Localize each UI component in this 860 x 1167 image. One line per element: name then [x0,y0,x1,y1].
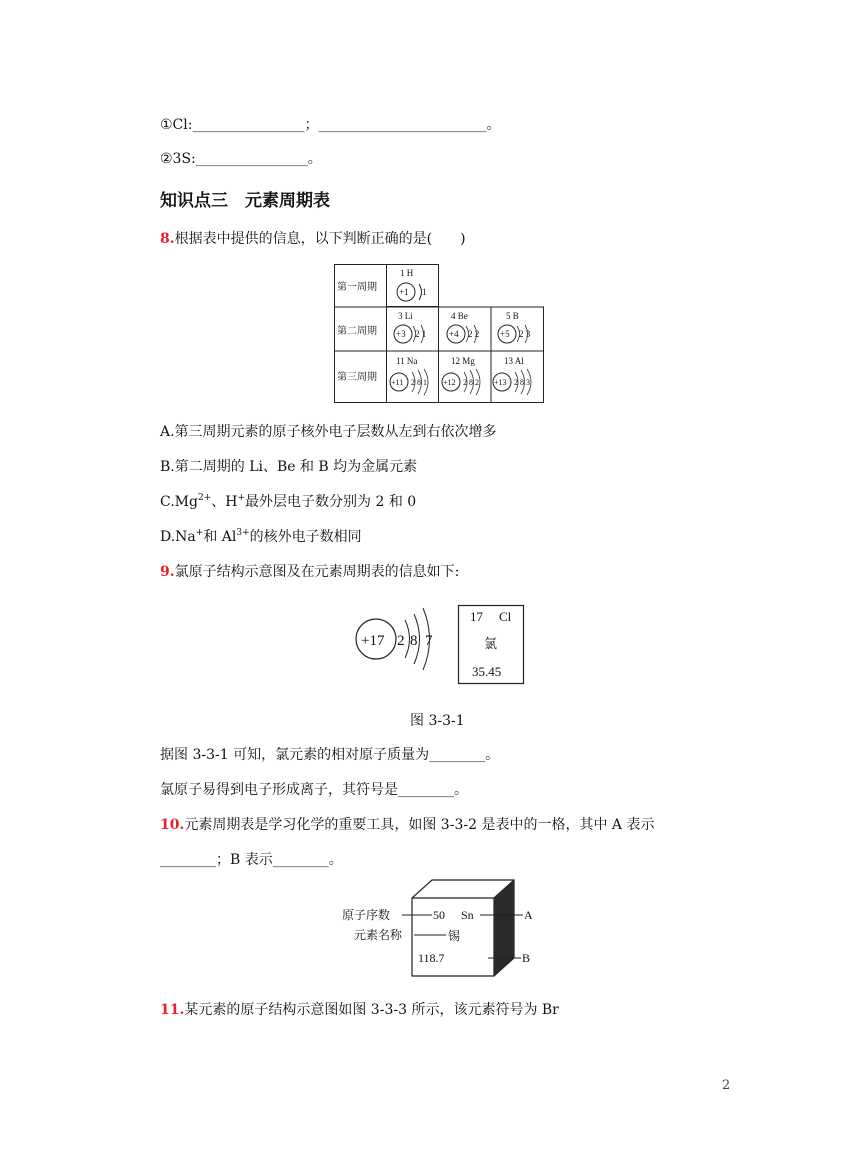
option-b: B.第二周期的 Li、Be 和 B 均为金属元素 [160,459,418,475]
option-a: A.第三周期元素的原子核外电子层数从左到右依次增多 [160,424,497,440]
nucleus-charge: +1 [399,287,409,297]
section-heading: 知识点三 元素周期表 [160,191,330,211]
question-9-blank-1: 据图 3-3-1 可知，氯元素的相对原子质量为________。 [160,747,500,763]
question-number: 9. [160,564,175,580]
atomic-number: 50 [433,908,445,922]
option-d-text: 和 Al [203,529,237,545]
question-9-blank-2: 氯原子易得到电子形成离子，其符号是________。 [160,782,468,798]
nucleus-charge: +4 [449,329,459,339]
question-number: 10. [160,817,185,833]
row-label: 第二周期 [337,326,377,337]
row-label: 第三周期 [337,372,377,383]
shell-electrons: 8 [410,633,418,649]
atomic-number: 17 [470,609,483,624]
option-d [160,527,362,547]
shell-electrons: 2 8 3 [514,378,530,387]
tin-cell-figure [340,878,540,980]
nucleus-charge: +11 [391,378,404,387]
atomic-mass: 35.45 [472,664,502,679]
ion-charge: 2+ [197,493,212,503]
page-number: 2 [722,1078,731,1093]
label-element-name: 元素名称 [354,928,403,942]
element-label: 3 Li [398,311,413,321]
chlorine-figure [350,600,530,690]
label-atomic-number: 原子序数 [342,908,391,922]
element-label: 12 Mg [451,356,475,366]
nucleus-charge: +13 [494,378,507,387]
question-number: 8. [160,231,175,247]
shell-electrons: 1 [422,287,427,297]
shell-electrons: 2 8 1 [411,378,427,387]
element-name: 氯 [484,636,498,651]
element-name: 锡 [448,929,461,943]
shell-electrons: 2 8 2 [463,378,479,387]
option-c-text: C.Mg [160,494,198,510]
nucleus-charge: +17 [361,633,385,649]
ion-charge: 3+ [236,528,250,538]
nucleus-charge: +12 [443,378,456,387]
question-text: 氯原子结构示意图及在元素周期表的信息如下: [174,564,460,580]
question-text: 元素周期表是学习化学的重要工具，如图 3-3-2 是表中的一格，其中 A 表示 [184,817,655,833]
shell-electrons: 2 [397,633,405,649]
nucleus-charge: +5 [500,329,510,339]
question-9 [160,562,459,582]
option-c-text: 最外层电子数分别为 2 和 0 [245,494,417,510]
option-c-text: 、H [211,494,238,510]
option-d-text: 的核外电子数相同 [249,529,362,545]
row-label: 第一周期 [337,282,377,293]
question-10 [160,815,654,835]
question-7-part1: ①Cl:________________；________________________。 [160,117,501,133]
element-label: 4 Be [451,311,468,321]
pointer-a-label: A [524,908,533,922]
figure-caption: 图 3-3-1 [410,713,465,729]
shell-electrons: 2 3 [519,329,531,339]
question-number: 11. [160,1002,185,1018]
question-8 [160,229,466,249]
atomic-mass: 118.7 [418,951,445,965]
element-label: 13 Al [504,356,524,366]
question-text: 某元素的原子结构示意图如图 3-3-3 所示，该元素符号为 Br [184,1002,559,1018]
nucleus-charge: +3 [396,329,406,339]
element-symbol: Sn [461,908,474,922]
question-10-blanks: ________；B 表示________。 [160,852,343,868]
ion-charge: + [195,528,204,538]
element-symbol: Cl [499,609,512,624]
option-d-text: D.Na [160,529,196,545]
ion-charge: + [237,493,246,503]
element-label: 1 H [400,268,414,278]
shell-electrons: 7 [425,633,433,649]
pointer-b-label: B [522,951,531,965]
periodic-table-figure [334,264,544,404]
element-label: 5 B [506,311,519,321]
question-7-part2: ②3S:________________。 [160,151,322,167]
element-label: 11 Na [396,356,418,366]
option-c [160,492,416,512]
question-11 [160,1000,559,1020]
shell-electrons: 2 2 [468,329,480,339]
shell-electrons: 2 1 [415,329,427,339]
question-text: 根据表中提供的信息，以下判断正确的是( ) [174,231,466,247]
